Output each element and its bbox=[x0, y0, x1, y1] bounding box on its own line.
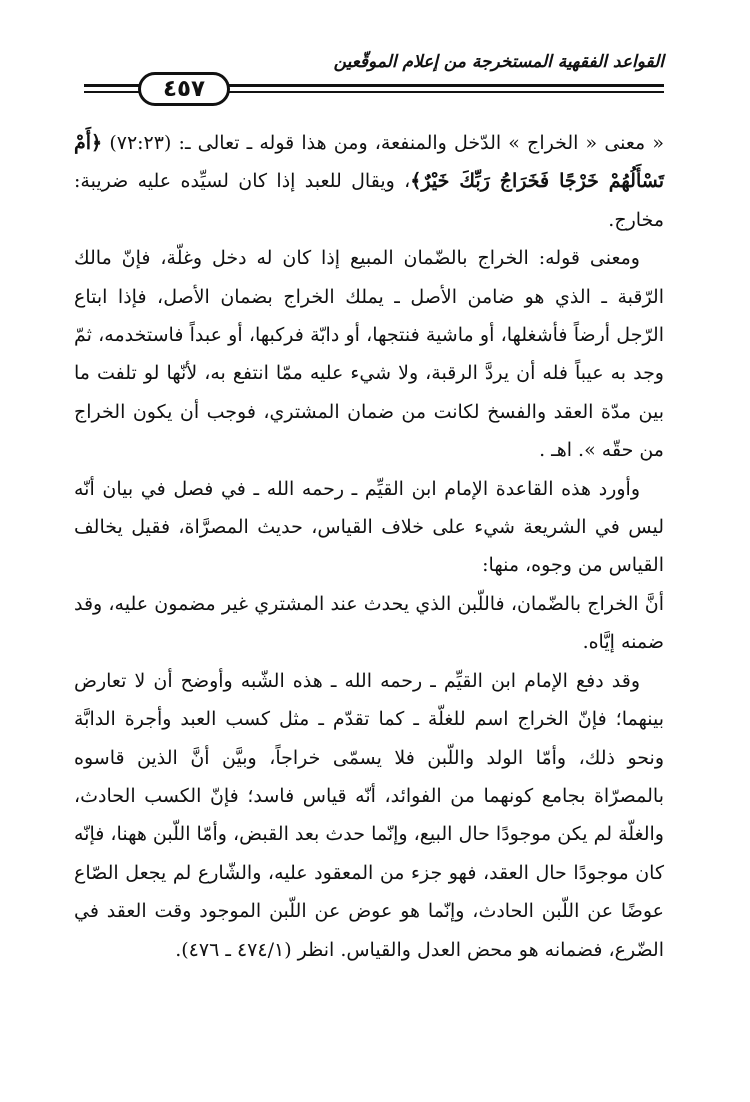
running-title: القواعد الفقهية المستخرجة من إعلام الموقّعين bbox=[333, 52, 664, 72]
paragraph-2: ومعنى قوله: الخراج بالضّمان المبيع إذا كان له دخل وغلّة، فإنّ مالك الرّقبة ـ الذي هو ضامن الأصل ـ يملك الخراج بضمان الأصل، فإذا ابتاع الرّجل أرضاً فأشغلها، أو ماشية فنتجها، أو دابّة فركبها، أو عبداً فاستخدمه، ثمّ وجد به عيباً فله أن يردَّ الرقبة، ولا شيء عليه ممّا انتفع به، لأنّها لو تلفت ما بين مدّة العقد والفسخ لكانت من ضمان المشتري، فوجب أن يكون الخراج من حقّه ». اهـ . bbox=[74, 247, 664, 462]
paragraph-1-end: ، ويقال للعبد إذا كان لسيِّده عليه ضريبة: مخارج. bbox=[74, 170, 664, 231]
paragraph-1-start: « معنى « الخراج » الدّخل والمنفعة، ومن هذا قوله ـ تعالى ـ: (٧٢:٢٣) bbox=[102, 132, 665, 154]
quran-verse: ﴿أَمْ تَسْأَلُهُمْ خَرْجًا فَخَرَاجُ رَبِّكَ خَيْرٌ﴾ bbox=[74, 132, 664, 193]
page-number-badge: ٤٥٧ bbox=[138, 72, 230, 106]
paragraph-3: وأورد هذه القاعدة الإمام ابن القيِّم ـ رحمه الله ـ في فصل في بيان أنّه ليس في الشريعة شيء على خلاف القياس، حديث المصرَّاة، فقيل يخالف القياس من وجوه، منها: bbox=[74, 477, 664, 577]
paragraph-4: أنَّ الخراج بالضّمان، فاللّبن الذي يحدث عند المشتري غير مضمون عليه، وقد ضمنه إيَّاه. bbox=[74, 592, 664, 654]
paragraph-1 bbox=[74, 124, 664, 239]
main-text bbox=[74, 124, 664, 969]
paragraph-5: وقد دفع الإمام ابن القيِّم ـ رحمه الله ـ هذه الشّبه وأوضح أن لا تعارض بينهما؛ فإنّ الخراج اسم للغلّة ـ كما تقدّم ـ مثل كسب العبد وأجرة الدابَّة ونحو ذلك، وأمّا الولد واللّبن فلا يسمّى خراجاً، وبيَّن أنَّ الذين قاسوه بالمصرّاة بجامع كونهما من الفوائد، أنّه قياس فاسد؛ فإنّ الكسب الحادث، والغلّة لم يكن موجودًا حال البيع، وإنّما حدث بعد القبض، وأمّا اللّبن ههنا، فإنّه كان موجودًا حال العقد، فهو جزء من المعقود عليه، والشّارع لم يجعل الصّاع عوضًا عن اللّبن الحادث، وإنّما هو عوض عن اللّبن الموجود وقت العقد في الضّرع، فضمانه هو محض العدل والقياس. انظر (٤٧٤/١ ـ ٤٧٦). bbox=[74, 669, 664, 961]
